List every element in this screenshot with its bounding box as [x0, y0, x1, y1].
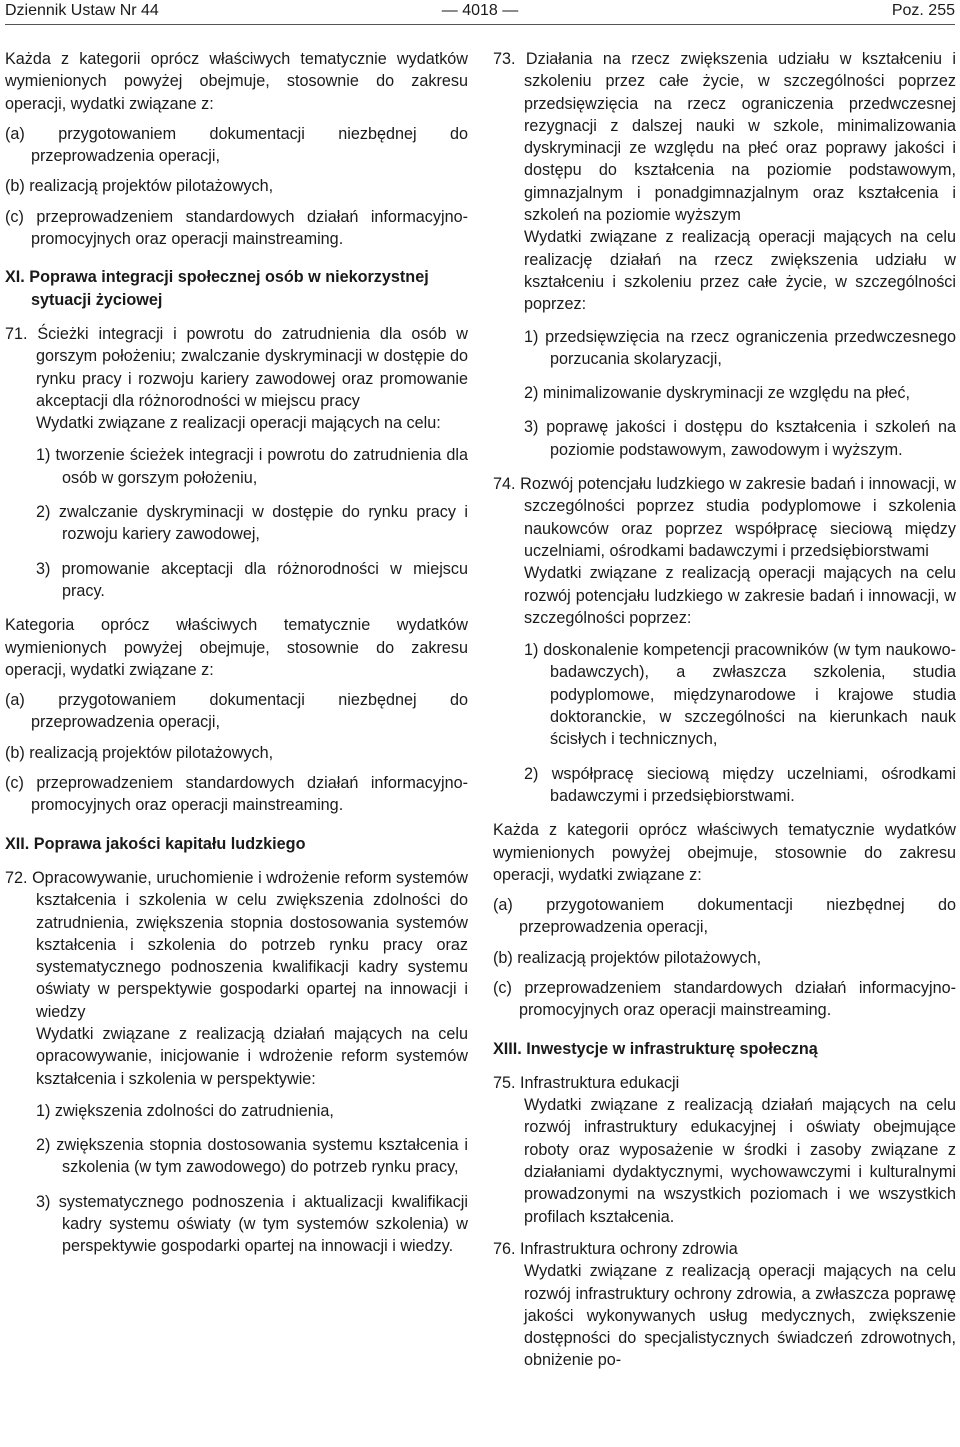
list-item: (b) realizacją projektów pilotażowych, [5, 743, 274, 762]
paragraph-intro-2: Kategoria oprócz właściwych tematycznie wydatków wymienionych powyżej obejmuje, stosownie do zakresu operacji, wydatki związane z: [5, 616, 468, 679]
page-header [5, 0, 955, 25]
list-item: 2) współpracę sieciową między uczelniami, ośrodkami badawczymi i przedsiębiorstwami. [524, 764, 956, 805]
left-column [5, 48, 468, 1270]
item-72-list [5, 1100, 468, 1258]
list-item: (a) przygotowaniem dokumentacji niezbędnej do przeprowadzenia operacji, [5, 124, 468, 166]
item-73-body: Wydatki związane z realizacją operacji mających na celu realizację działań na rzecz zwiększenia udziału w kształceniu i szkoleniu przez całe życie, w szczególności poprzez: [524, 228, 956, 314]
item-74-list [493, 639, 956, 807]
list-item: 1) zwiększenia zdolności do zatrudnienia, [36, 1101, 334, 1120]
item-74-title: 74. Rozwój potencjału ludzkiego w zakresie badań i innowacji, w szczególności poprzez studia podyplomowe i szkolenia naukowców oraz poprzez współpracę sieciową między uczelniami, ośrodkami badawczymi i przedsiębiorstwami [493, 475, 956, 560]
list-item: (c) przeprowadzeniem standardowych działań informacyjno-promocyjnych oraz operacji mainstreaming. [5, 207, 468, 249]
item-71-body: Wydatki związane z realizacji operacji mających na celu: [36, 414, 441, 433]
list-item: (a) przygotowaniem dokumentacji niezbędnej do przeprowadzenia operacji, [493, 896, 956, 937]
list-item: 2) minimalizowanie dyskryminacji ze względu na płeć, [524, 384, 910, 403]
section-heading-xiii: XIII. Inwestycje w infrastrukturę społeczną [493, 1039, 818, 1058]
journal-name: Dziennik Ustaw Nr 44 [5, 2, 159, 19]
position-number: Poz. 255 [891, 2, 955, 19]
list-item: 1) doskonalenie kompetencji pracowników (w tym naukowo-badawczych), a zwłaszcza szkolenia, studia podyplomowe, międzynarodowe i krajowe studia doktoranckie, w szczególności na kierunkach nauk ścisłych i technicznych, [524, 641, 956, 749]
item-72-body: Wydatki związane z realizacją działań mających na celu opracowywanie, inicjowanie i wdrożenie reform systemów kształcenia i szkolenia w perspektywie: [36, 1024, 468, 1088]
item-71-title: 71. Ścieżki integracji i powrotu do zatrudnienia dla osób w gorszym położeniu; zwalczanie dyskryminacji w dostępie do rynku pracy i rozwoju kariery zawodowej oraz promowanie akceptacji dla różnorodności w miejscu pracy [5, 324, 468, 410]
list-item: (c) przeprowadzeniem standardowych działań informacyjno-promocyjnych oraz operacji mainstreaming. [493, 978, 956, 1020]
item-72-title: 72. Opracowywanie, uruchomienie i wdrożenie reform systemów kształcenia i szkolenia w celu zwiększenia zdolności do zatrudnienia, zwiększenia stopnia dostosowania systemów kształcenia i szkolenia do potrzeb rynku pracy oraz systematycznego podnoszenia kwalifikacji kadry systemu oświaty w perspektywie gospodarki opartej na innowacji i wiedzy [5, 868, 468, 1021]
item-76-title: 76. Infrastruktura ochrony zdrowia [493, 1239, 738, 1258]
paragraph-intro: Każda z kategorii oprócz właściwych tematycznie wydatków wymienionych powyżej obejmuje, stosownie do zakresu operacji, wydatki związane z: [5, 50, 468, 113]
list-item: (b) realizacją projektów pilotażowych, [493, 948, 762, 967]
item-75-body: Wydatki związane z realizacją działań mających na celu rozwój infrastruktury edukacyjnej i oświaty obejmujące roboty oraz wyposażenie w środki i zasoby związane z działaniami dydaktycznymi, wychowawczymi i kulturalnymi prowadzonymi na wszystkich poziomach i we wszystkich profilach kształcenia. [524, 1096, 956, 1226]
list-item: 1) tworzenie ścieżek integracji i powrotu do zatrudnienia dla osób w gorszym położeniu, [36, 446, 468, 487]
item-76-body: Wydatki związane z realizacją operacji mających na celu rozwój infrastruktury ochrony zdrowia, a zwłaszcza poprawę jakości wykonywanych usług medycznych, zwiększenie dostępności do specjalistycznych świadczeń zdrowotnych, obniżenie po- [524, 1262, 956, 1370]
item-73-title: 73. Działania na rzecz zwiększenia udziału w kształceniu i szkoleniu przez całe życie, w szczególności poprzez przedsięwzięcia na rzecz ograniczenia przedwczesnej rezygnacji z dalszej nauki w szkole, minimalizowania dyskryminacji ze względu na płeć oraz poprawy jakości i dostępu do kształcenia na poziomie podstawowym, gimnazjalnym i ponadgimnazjalnym oraz kształcenia i szkoleń na poziomie wyższym [493, 50, 956, 225]
paragraph-intro-3: Każda z kategorii oprócz właściwych tematycznie wydatków wymienionych powyżej obejmuje, stosownie do zakresu operacji, wydatki związane z: [493, 821, 956, 884]
item-75-title: 75. Infrastruktura edukacji [493, 1073, 680, 1092]
list-item: 3) promowanie akceptacji dla różnorodności w miejscu pracy. [36, 559, 468, 600]
section-heading-xi: XI. Poprawa integracji społecznej osób w niekorzystnej sytuacji życiowej [5, 268, 429, 309]
list-item: 3) systematycznego podnoszenia i aktualizacji kwalifikacji kadry systemu oświaty (w tym systemów szkolenia) w perspektywie gospodarki opartej na innowacji i wiedzy. [36, 1192, 468, 1256]
item-73-list [493, 326, 956, 461]
item-71-list [5, 444, 468, 602]
list-item: 2) zwiększenia stopnia dostosowania systemu kształcenia i szkolenia (w tym zawodowego) do potrzeb rynku pracy, [36, 1136, 468, 1177]
list-item: 2) zwalczanie dyskryminacji w dostępie do rynku pracy i rozwoju kariery zawodowej, [36, 503, 468, 544]
item-74-body: Wydatki związane z realizacją operacji mających na celu rozwój potencjału ludzkiego w zakresie badań i innowacji, w szczególności poprzez: [524, 564, 956, 627]
section-heading-xii: XII. Poprawa jakości kapitału ludzkiego [5, 834, 306, 853]
right-column [493, 48, 956, 1372]
list-item: (a) przygotowaniem dokumentacji niezbędnej do przeprowadzenia operacji, [5, 691, 468, 732]
page-number: — 4018 — [441, 2, 519, 19]
list-item: 3) poprawę jakości i dostępu do kształcenia i szkoleń na poziomie podstawowym, zawodowym i wyższym. [524, 418, 956, 459]
list-item: (c) przeprowadzeniem standardowych działań informacyjno-promocyjnych oraz operacji mainstreaming. [5, 774, 468, 815]
list-item: 1) przedsięwzięcia na rzecz ograniczenia przedwczesnego porzucania skolaryzacji, [524, 327, 956, 368]
list-item: (b) realizacją projektów pilotażowych, [5, 177, 274, 196]
